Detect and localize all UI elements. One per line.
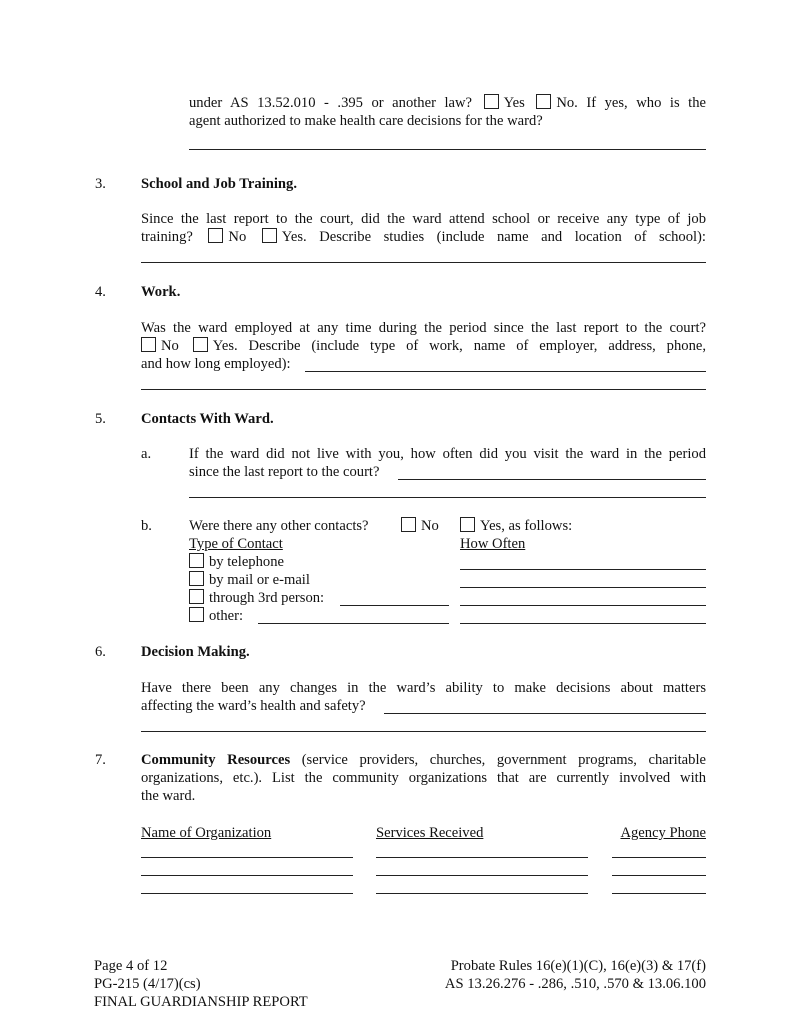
s4-no-label: No <box>161 338 179 354</box>
s4-yes-checkbox[interactable] <box>193 337 208 352</box>
s4-line1: Was the ward employed at any time during the period since the last report to the court? <box>141 320 706 336</box>
mail-how-often-line[interactable] <box>460 587 706 588</box>
s7-line1 <box>141 751 706 769</box>
s3-line1: Since the last report to the court, did the ward attend school or receive any type of job <box>141 211 706 227</box>
s7-line1-text: (service providers, churches, government programs, charitable <box>290 752 706 768</box>
s6-answer-line-1[interactable] <box>384 713 706 714</box>
third-person-name-line[interactable] <box>340 605 449 606</box>
q2-question-text: under AS 13.52.010 - .395 or another law? <box>189 95 473 111</box>
s4-employment-line-1[interactable] <box>305 371 706 372</box>
other-checkbox[interactable] <box>189 607 204 622</box>
footer-form-title: FINAL GUARDIANSHIP REPORT <box>94 994 308 1010</box>
s3-yes-checkbox[interactable] <box>262 228 277 243</box>
q2-no-label: No. If yes, who is the <box>556 95 706 111</box>
s5b-no-label: No <box>421 518 439 534</box>
s5a-line2: since the last report to the court? <box>189 464 380 480</box>
s5b-yes-checkbox[interactable] <box>460 517 475 532</box>
org-name-line[interactable] <box>141 857 353 858</box>
org-name-line[interactable] <box>141 875 353 876</box>
other-label: other: <box>209 608 244 624</box>
org-services-line[interactable] <box>376 857 588 858</box>
s5b-no <box>398 517 439 535</box>
org-services-line[interactable] <box>376 875 588 876</box>
col-agency-phone: Agency Phone <box>620 825 706 841</box>
q2-no-checkbox[interactable] <box>536 94 551 109</box>
contact-mail <box>189 571 310 589</box>
type-of-contact-header: Type of Contact <box>189 536 283 552</box>
contact-telephone <box>189 553 284 571</box>
contact-other <box>189 607 243 625</box>
s6-answer-line-2[interactable] <box>141 731 706 732</box>
s4-line2 <box>141 337 706 355</box>
q2-yes-checkbox[interactable] <box>484 94 499 109</box>
s4-yes-label: Yes. Describe (include type of work, name of employer, address, phone, <box>212 338 706 354</box>
section-4-number: 4. <box>95 284 106 300</box>
contact-third-person <box>189 589 324 607</box>
s5b-letter: b. <box>141 518 152 534</box>
org-phone-line[interactable] <box>612 857 706 858</box>
s5b-yes-label: Yes, as follows: <box>480 518 573 534</box>
org-phone-line[interactable] <box>612 875 706 876</box>
section-5-title-text: Contacts With Ward <box>141 411 270 427</box>
third-person-label: through 3rd person: <box>209 590 325 606</box>
third-person-checkbox[interactable] <box>189 589 204 604</box>
mail-label: by mail or e-mail <box>209 572 310 588</box>
how-often-header: How Often <box>460 536 526 552</box>
footer-page-number: Page 4 of 12 <box>94 958 168 974</box>
col-services-received: Services Received <box>376 825 484 841</box>
s3-yes-label: Yes. Describe studies (include name and location of school): <box>281 229 706 245</box>
s3-answer-line[interactable] <box>141 262 706 263</box>
section-3-title: School and Job Training. <box>141 176 297 192</box>
s7-line3: the ward. <box>141 788 196 804</box>
q2-line2: agent authorized to make health care decisions for the ward? <box>189 113 543 129</box>
s4-no-checkbox[interactable] <box>141 337 156 352</box>
telephone-how-often-line[interactable] <box>460 569 706 570</box>
org-phone-line[interactable] <box>612 893 706 894</box>
s5a-answer-line-2[interactable] <box>189 497 706 498</box>
col-name-of-organization: Name of Organization <box>141 825 272 841</box>
section-6-number: 6. <box>95 644 106 660</box>
q2-line1 <box>189 94 706 112</box>
s3-no-label: No <box>228 229 247 245</box>
section-4-title-text: Work <box>141 284 177 300</box>
other-how-often-line[interactable] <box>460 623 706 624</box>
section-7-title: Community Resources <box>141 752 291 768</box>
q2-agent-answer-line[interactable] <box>189 149 706 150</box>
footer-statutes: AS 13.26.276 - .286, .510, .570 & 13.06.100 <box>444 976 706 992</box>
section-3-number: 3. <box>95 176 106 192</box>
section-5-title: Contacts With Ward. <box>141 411 274 427</box>
section-5-number: 5. <box>95 411 106 427</box>
footer-form-number: PG-215 (4/17)(cs) <box>94 976 201 992</box>
s5b-no-checkbox[interactable] <box>401 517 416 532</box>
s6-line2: affecting the ward’s health and safety? <box>141 698 366 714</box>
footer-probate-rules: Probate Rules 16(e)(1)(C), 16(e)(3) & 17(f) <box>450 958 706 974</box>
s6-line1: Have there been any changes in the ward’s ability to make decisions about matters <box>141 680 706 696</box>
section-4-title: Work. <box>141 284 181 300</box>
s5a-line1: If the ward did not live with you, how often did you visit the ward in the period <box>189 446 706 462</box>
s4-employment-line-2[interactable] <box>141 389 706 390</box>
s4-line3: and how long employed): <box>141 356 291 372</box>
telephone-checkbox[interactable] <box>189 553 204 568</box>
section-6-title: Decision Making. <box>141 644 250 660</box>
org-services-line[interactable] <box>376 893 588 894</box>
s3-line2 <box>141 228 706 246</box>
other-description-line[interactable] <box>258 623 449 624</box>
s3-no-checkbox[interactable] <box>208 228 223 243</box>
s5a-answer-line-1[interactable] <box>398 479 706 480</box>
org-name-line[interactable] <box>141 893 353 894</box>
s5b-yes <box>457 517 572 535</box>
s5a-letter: a. <box>141 446 152 462</box>
mail-checkbox[interactable] <box>189 571 204 586</box>
telephone-label: by telephone <box>209 554 284 570</box>
q2-yes-label: Yes <box>503 95 525 111</box>
s5b-question: Were there any other contacts? <box>189 518 369 534</box>
section-6-title-text: Decision Making <box>141 644 246 660</box>
section-7-number: 7. <box>95 752 106 768</box>
s7-line2: organizations, etc.). List the community organizations that are currently involved with <box>141 770 706 786</box>
s3-training-text: training? <box>141 229 193 245</box>
section-3-title-text: School and Job Training <box>141 176 294 192</box>
third-person-how-often-line[interactable] <box>460 605 706 606</box>
